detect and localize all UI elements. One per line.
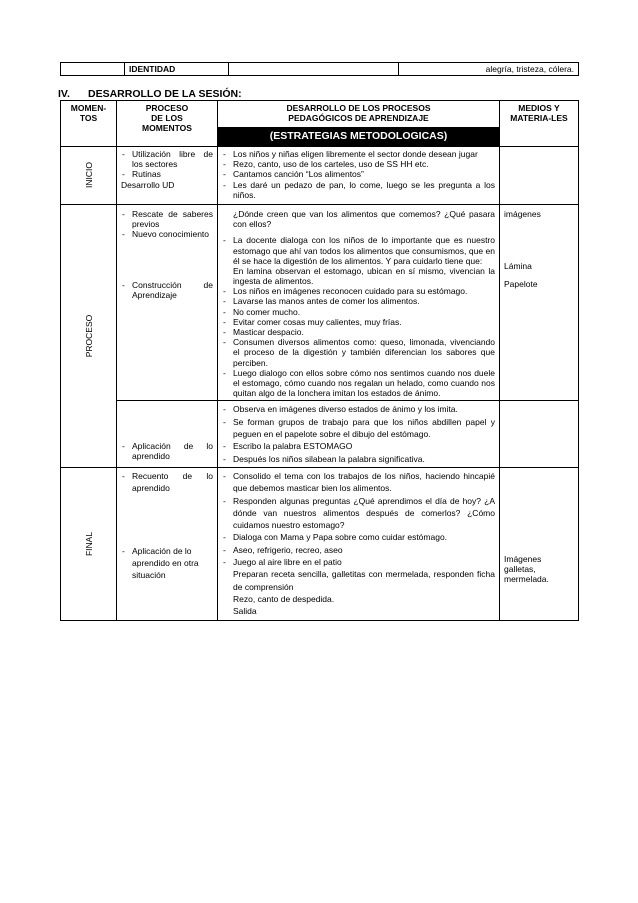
media-cell-proceso [500, 204, 579, 400]
activity-item: - Les daré un pedazo de pan, lo come, luego se les pregunta a los niños. [222, 180, 495, 200]
activity-item: - Escribo la palabra ESTOMAGO [222, 440, 495, 452]
activity-item: Salida [233, 606, 257, 617]
activity-item: - No comer mucho. [222, 307, 495, 317]
activities-list-inicio [222, 149, 495, 200]
identity-label: IDENTIDAD [125, 63, 229, 76]
process-list-final [121, 470, 213, 495]
strategies-banner: (ESTRATEGIAS METODOLOGICAS) [218, 127, 499, 146]
process-list-inicio [121, 149, 213, 190]
activity-item: - Consumen diversos alimentos como: queso, limonada, vivenciando el proceso de la digestión y también diferencian los sabores que perciben. [222, 337, 495, 368]
moment-cell-proceso [61, 204, 117, 467]
activity-item: - Responden algunas preguntas ¿Qué aprendimos el día de hoy? ¿A dónde van nuestros alimentos después de comerlos? ¿Cómo cuidamos nuestro estomago? [222, 495, 495, 532]
process-cell-proceso [117, 204, 218, 400]
activity-item: - La docente dialoga con los niños de lo importante que es nuestro estomago que ahí van todos los alimentos que consumismos, que en él se hace la digestión de los alimentos. Y para cuidarlo tiene que: [222, 235, 495, 266]
activities-cell-proceso [218, 204, 500, 400]
process-item: - Utilización libre de los sectores [121, 149, 213, 169]
media-item: imágenes [504, 208, 541, 219]
activity-item: - Cantamos canción “Los alimentos” [222, 169, 495, 179]
final-row [61, 467, 579, 620]
activities-cell-inicio [218, 146, 500, 204]
activity-item: - Evitar comer cosas muy calientes, muy frías. [222, 317, 495, 327]
header-process: PROCESO DE LOS MOMENTOS [117, 101, 218, 147]
activities-list-proceso [222, 209, 495, 398]
activity-item: - Dialoga con Mama y Papa sobre como cuidar estómago. [222, 531, 495, 543]
process-list-final-b [121, 545, 213, 582]
activity-item: ¿Dónde creen que van los alimentos que comemos? ¿Qué pasara con ellos? [233, 208, 495, 230]
activities-cell-application [218, 401, 500, 468]
header-moments: MOMEN- TOS [61, 101, 117, 147]
header-row [61, 101, 579, 147]
identity-emotions: alegría, tristeza, cólera. [399, 63, 579, 76]
activity-item: - Masticar despacio. [222, 327, 495, 337]
spacer [504, 219, 574, 261]
proceso-application-row [61, 401, 579, 468]
activity-item: - Observa en imágenes diverso estados de ánimo y los imita. [222, 403, 495, 415]
process-cell-application [117, 401, 218, 468]
media-cell-inicio [500, 146, 579, 204]
process-list-proceso [121, 209, 213, 240]
media-item: Imágenes galletas, mermelada. [504, 553, 549, 585]
process-item: - Aplicación de lo aprendido [121, 441, 213, 461]
process-item: - Rutinas [121, 169, 213, 179]
moment-cell-final [61, 467, 117, 620]
activity-item: - Aseo, refrigerio, recreo, aseo [222, 544, 495, 556]
activity-item: - Los niños y niñas eligen libremente el sector donde desean jugar [222, 149, 495, 159]
inicio-row [61, 146, 579, 204]
process-cell-inicio [117, 146, 218, 204]
activity-item: - Los niños en imágenes reconocen cuidado para su estómago. [222, 286, 495, 296]
media-cell-final [500, 467, 579, 620]
moment-cell-inicio [61, 146, 117, 204]
process-item: - Rescate de saberes previos [121, 209, 213, 229]
activities-cell-final [218, 467, 500, 620]
activity-item: - Juego al aire libre en el patio [222, 556, 495, 568]
activity-item: - Después los niños silabean la palabra significativa. [222, 453, 495, 465]
identity-table [60, 62, 579, 76]
moment-label-inicio: INICIO [83, 162, 94, 189]
header-media: MEDIOS Y MATERIA-LES [500, 101, 579, 147]
activity-item: En lamina observan el estomago, ubican en sí mismo, vivencian la ingesta de alimentos. [233, 265, 495, 287]
spacer [121, 240, 213, 280]
spacer [121, 495, 213, 545]
process-list-proceso-b [121, 280, 213, 300]
section-heading [58, 88, 242, 101]
header-development-text: DESARROLLO DE LOS PROCESOS PEDAGÓGICOS DE APRENDIZAJE [286, 103, 431, 124]
identity-empty-cell [61, 63, 125, 76]
activities-list-application [222, 403, 495, 465]
section-number: IV. [58, 88, 70, 100]
activity-item: - Rezo, canto, uso de los carteles, uso de SS HH etc. [222, 159, 495, 169]
process-cell-final [117, 467, 218, 620]
identity-row [61, 63, 579, 76]
proceso-row [61, 204, 579, 400]
process-item: - Recuento de lo aprendido [121, 470, 213, 495]
activity-item: - Se forman grupos de trabajo para que los niños abdillen papel y peguen en el papelote sobre el dibujo del estómago. [222, 416, 495, 441]
process-item: - Aplicación de lo aprendido en otra situación [121, 545, 213, 582]
process-list-application [121, 441, 213, 461]
media-cell-application [500, 401, 579, 468]
moment-label-proceso: PROCESO [83, 314, 94, 358]
activity-item: - Consolido el tema con los trabajos de los niños, haciendo hincapié que debemos masticar bien los alimentos. [222, 470, 495, 495]
spacer [504, 271, 574, 279]
process-item: Desarrollo UD [121, 179, 175, 190]
activity-item: - Lavarse las manos antes de comer los alimentos. [222, 296, 495, 306]
activity-item: - Luego dialogo con ellos sobre cómo nos sentimos cuando nos duele el estomago, cómo cuando nos regalan un helado, como cuando nos quitan algo de la lonchera imitan los estados de ánimo. [222, 368, 495, 399]
section-title: DESARROLLO DE LA SESIÓN: [88, 88, 242, 100]
activity-item: Rezo, canto de despedida. [233, 594, 335, 605]
process-item: - Nuevo conocimiento [121, 229, 213, 239]
activity-item: Preparan receta sencilla, galletitas con mermelada, responden ficha de comprensión [233, 569, 495, 592]
moment-label-final: FINAL [83, 531, 94, 556]
session-table [60, 100, 579, 621]
activities-list-final [222, 470, 495, 618]
media-item: Lámina [504, 261, 532, 272]
media-item: Papelote [504, 279, 538, 290]
process-item: - Construcción de Aprendizaje [121, 280, 213, 300]
identity-empty-cell [229, 63, 399, 76]
header-development [218, 101, 500, 147]
